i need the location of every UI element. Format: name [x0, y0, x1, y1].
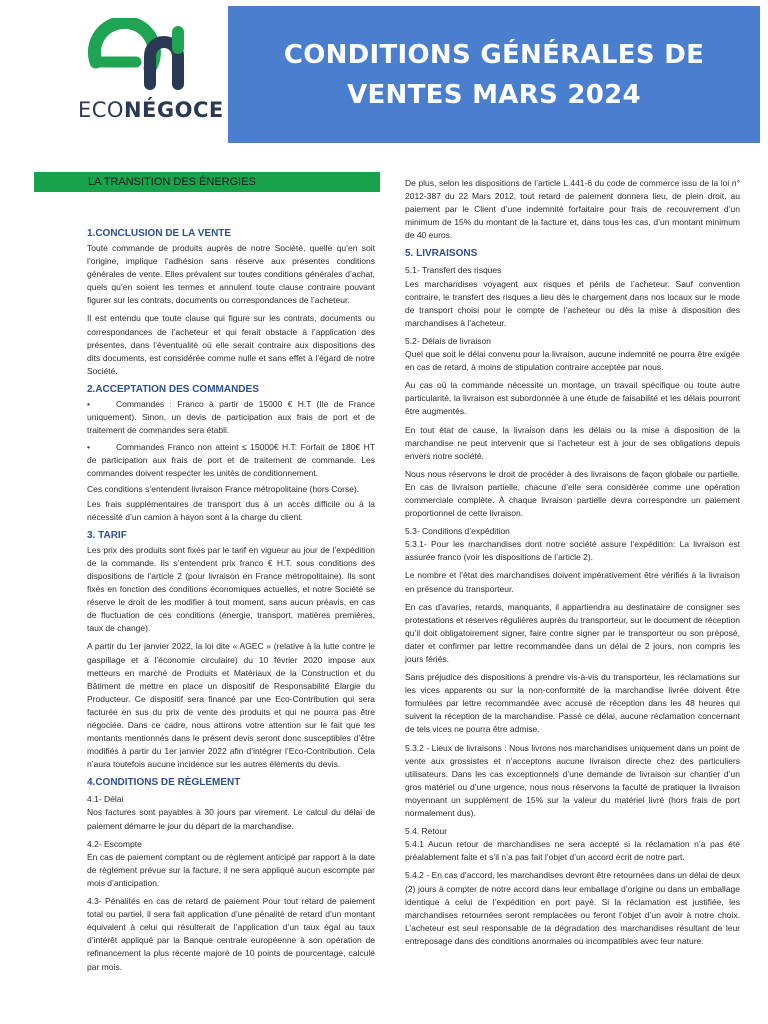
section-title-conclusion: 1.CONCLUSION DE LA VENTE: [87, 228, 232, 239]
subsection-title: 5.2- Délais de livraison: [405, 335, 491, 346]
bullet-item: • Commandes : Franco à partir de 15000 € H.T (Ile de France uniquement). Sinon, un devis de participation aux frais de port et de traitement de commandes sera établi.: [87, 398, 375, 437]
subsection-title: 5.3- Conditions d’expédition: [405, 526, 510, 537]
paragraph: Les prix des produits sont fixés par le tarif en vigueur au jour de l’expédition de la commande. Ils s’entendent prix franco € H.T. sous conditions des dispositions de l’article 2 (pour livraison en France métropolitaine). Ils sont fixés en fonction des conditions économiques actuelles, et notre Société se réserve le droit de les modifier à tout moment, sans aucun préavis, en cas de fluctuation de ces conditions (énergie, transport, matières premières, taux de change).: [87, 544, 375, 634]
paragraph: En cas de paiement comptant ou de règlement anticipé par rapport à la date de règlement prévue sur la facture, il ne sera appliqué aucun escompte par mois d’anticipation.: [87, 851, 375, 888]
paragraph: Toute commande de produits auprès de notre Société, quelle qu’en soit l’origine, implique l’adhésion sans réserve aux présentes conditions générales de vente. Elles prévalent sur toutes conditions générales d’achat, quels qu’en soient les termes et annulent toute clause contraire pouvant figurer sur les contrats, documents ou correspondances de l’acheteur.: [87, 243, 375, 306]
subsection-title: 4.1- Délai: [87, 794, 124, 805]
section-title-reglement: 4.CONDITIONS DE RÈGLEMENT: [87, 777, 241, 789]
paragraph: Les marchandises voyagent aux risques et périls de l’acheteur. Sauf convention contraire, le transfert des risques a lieu dès le chargement dans nos locaux sur le mode de transport choisi pour le compte de l’acheteur ou dès la mise à disposition des marchandises à l’acheteur.: [405, 278, 740, 328]
bullet-item: • Commandes Franco non atteint ≤ 15000€ H.T: Forfait de 180€ HT de participation aux frais de port et de traitement de commande. Les commandes doivent respecter les unités de conditionnement.: [87, 441, 375, 480]
logo-wordmark-light: ECO: [78, 98, 124, 122]
paragraph: 5.4.1 Aucun retour de marchandises ne sera accepté si la réclamation n’a pas été préalablement faite et s’il n’a pas fait l’objet d’un accord écrit de notre part.: [405, 839, 740, 863]
paragraph: Sans préjudice des dispositions à prendre vis-à-vis du transporteur, les réclamations sur les vices apparents ou sur la non-conformité de la marchandise livrée doivent être formulées par lettre recommandée avec accusé de réception dans les 48 heures qui suivent la réception de la marchandise. Passé ce délai, aucune réclamation concernant de tels vices ne pourra être admise.: [405, 672, 740, 735]
header-banner: [228, 6, 760, 143]
section-title-tarif: 3. TARIF: [87, 529, 127, 541]
right-column: [405, 177, 740, 953]
paragraph: De plus, selon les dispositions de l’article L.441-6 du code de commerce issu de la loi n° 2012-387 du 22 Mars 2012, tout retard de paiement donnera lieu, de plein droit, au paiement par le Client d’une indemnité forfaitaire pour frais de recouvrement d’un minimum de 15% du montant de la facture et, dans tous les cas, d’un montant minimum de 40 euros.: [405, 178, 740, 241]
paragraph: Au cas où la commande nécessite un montage, un travail spécifique ou toute autre particularité, la livraison est subordonnée à une étude de faisabilité et les délais pourront être augmentés.: [405, 380, 740, 417]
paragraph: 5.3.2 - Lieux de livraisons : Nous livrons nos marchandises uniquement dans un point de vente aux grossistes et n’acceptons aucune livraison directe chez des particuliers utilisateurs. Dans les cas exceptionnels d’une demande de livraison sur chantier d’un gros matériel ou d’une urgence, nous nous réservons la faculté de pratiquer la livraison moyennant un supplément de 15% sur la valeur du matériel livré (hors frais de port normalement dus).: [405, 742, 740, 819]
section-title-acceptation: 2.ACCEPTATION DES COMMANDES: [87, 383, 259, 395]
logo-wordmark-bold: NÉGOCE: [123, 98, 224, 122]
logo-mark-icon: [88, 18, 198, 92]
section-title-livraisons: 5. LIVRAISONS: [405, 248, 478, 260]
paragraph: 4.3- Pénalités en cas de retard de paiement Pour tout retard de paiement total ou partiel, il sera fait application d’une pénalité de retard d’un montant équivalent à celui qui résulterait de l’application d’un taux égal au taux d’intérêt appliqué par la Banque centrale européenne à son opération de refinancement la plus récente majoré de 10 points de pourcentage, calculé par mois.: [87, 896, 375, 972]
tagline-text: LA TRANSITION DES ÉNERGIES: [88, 176, 256, 188]
paragraph: A partir du 1er janvier 2022, la loi dite « AGEC » (relative à la lutte contre le gaspillage et à l’économie circulaire) du 10 février 2020 impose aux metteurs en marché de Produits et Matériaux de la Construction et du Bâtiment de mettre en place un dispositif de Responsabilité Élargie du Producteur. Ce dispositif sera financé par une Eco-Contribution qui sera facturée en sus du prix de vente des produits et qui ne pourra pas être négociée. Dans ce cadre, nous attirons votre attention sur le fait que les montants mentionnés dans le présent devis seront donc susceptibles d’être modifiés à partir du 1er janvier 2022 afin d’intégrer l’Eco-Contribution. Cela n’aura toutefois aucune incidence sur les autres éléments du devis.: [87, 641, 375, 770]
paragraph: 5.4.2 - En cas d’accord, les marchandises devront être retournées dans un délai de deux (2) jours à compter de notre accord dans leur emballage d’origine ou dans un emballage identique à celui de l’expédition en port payé. Si la réclamation est justifiée, les marchandises retournées seront remplacées ou feront l’objet d’un avoir à notre choix. L’acheteur est seul responsable de la dégradation des marchandises résultant de leur entreposage dans des conditions anormales ou incompatibles avec leur nature.: [405, 870, 740, 946]
logo-wordmark: [78, 98, 224, 122]
tagline-bar: [34, 172, 380, 192]
paragraph: Nos factures sont payables à 30 jours par virement. Le calcul du délai de paiement démarre le jour du départ de la marchandise.: [87, 807, 375, 831]
paragraph: En cas d’avaries, retards, manquants, il appartiendra au destinataire de consigner ses protestations et réserves régulières auprès du transporteur, sur le document de réception qu’il doit obligatoirement signer, faire contre signer par le transporteur ou son préposé, dater et confirmer par lettre recommandée dans un délai de 2 jours, non compris les jours fériés.: [405, 601, 740, 664]
subsection-title: 5.4. Retour: [405, 826, 448, 837]
left-column: [87, 222, 375, 979]
subsection-title: 5.1- Transfert des risques: [405, 265, 502, 276]
paragraph: En tout état de cause, la livraison dans les délais ou la mise à disposition de la marchandise ne peut intervenir que si l’acheteur est à jour de ses obligations depuis envers notre société.: [405, 424, 740, 461]
page-title: CONDITIONS GÉNÉRALES DE VENTES MARS 2024: [283, 39, 705, 110]
econegoce-logo: [70, 18, 230, 122]
subsection-title: 4.2- Escompte: [87, 838, 142, 849]
paragraph: Nous nous réservons le droit de procéder à des livraisons de façon globale ou partielle. En cas de livraison partielle, chacune d’elle sera considérée comme une opération commerciale complète. À chaque livraison partielle devra correspondre un paiement proportionnel de cette livraison.: [405, 468, 740, 519]
paragraph: Ces conditions s’entendent livraison France métropolitaine (hors Corse).: [87, 483, 360, 494]
paragraph: Il est entendu que toute clause qui figure sur les contrats, documents ou correspondances de l’acheteur et qui ferait obstacle à l’application des présentes, dans l’éventualité où elle serait contraire aux dispositions des dits documents, est considérée comme nulle et sans effet à l’égard de notre Société.: [87, 313, 375, 376]
paragraph: Les frais supplémentaires de transport dus à un accès difficile ou à la nécessité d’un camion à hayon sont à la charge du client.: [87, 498, 375, 522]
paragraph: 5.3.1- Pour les marchandises dont notre société assure l’expédition: La livraison est assurée franco (voir les dispositions de l’article 2).: [405, 539, 740, 563]
paragraph: Le nombre et l’état des marchandises doivent impérativement être vérifiés à la livraison en présence du transporteur.: [405, 570, 740, 594]
paragraph: Quel que soit le délai convenu pour la livraison, aucune indemnité ne pourra être exigée en cas de retard, à moins de stipulation contraire acceptée par nous.: [405, 349, 740, 373]
